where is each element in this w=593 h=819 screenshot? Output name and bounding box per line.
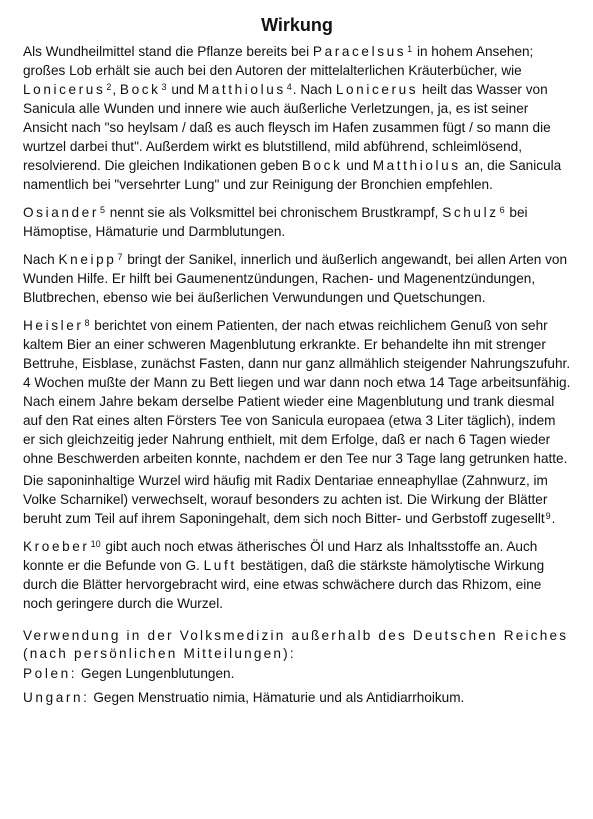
text: ,	[112, 82, 120, 97]
footnote-ref: 1	[407, 44, 413, 54]
text: an, die Sanicula namentlich bei "versehrter Lung" und zur Reinigung der Bronchien empfehlen.	[23, 158, 562, 192]
author-name: Lonicerus	[335, 82, 419, 97]
author-name: Luft	[203, 558, 237, 573]
author-name: Kneipp	[58, 252, 117, 267]
country-name: Ungarn:	[23, 690, 90, 705]
country-name: Polen:	[23, 666, 78, 681]
footnote-ref: 6	[499, 205, 505, 215]
usage-item-ungarn	[23, 688, 571, 707]
text: Die saponinhaltige Wurzel wird häufig mit Radix Dentariae enneaphyllae (Zahnwurz, im Volke Scharnikel) verwechselt, worauf besonders zu achten ist. Die Wirkung der Blätter beruht zum Teil auf ihrem Saponingehalt, dem sich noch Bitter- und Gerbstoff zugesellt	[23, 473, 548, 526]
author-name: Bock	[119, 82, 161, 97]
footnote-ref: 8	[84, 318, 90, 328]
text: in hohem Ansehen; großes Lob erhält sie auch bei den Autoren der mittelalterlichen Kräuterbücher, wie	[23, 44, 534, 78]
section-heading-usage: Verwendung in der Volksmedizin außerhalb des Deutschen Reiches (nach persönlichen Mitteilungen):	[23, 628, 569, 661]
author-name: Osiander	[23, 205, 99, 220]
author-name: Bock	[301, 158, 343, 173]
page-title: Wirkung	[261, 15, 333, 35]
text: bestätigen, daß die stärkste hämolytische Wirkung durch die Blätter hervorgebracht wird, eine etwas schwächere durch das Rhizom, eine noch geringere durch die Wurzel.	[23, 558, 545, 611]
footnote-ref: 2	[106, 82, 112, 92]
text: Als Wundheilmittel stand die Pflanze bereits bei	[23, 44, 313, 59]
text: bei Hämoptise, Hämaturie und Darmblutungen.	[23, 205, 528, 239]
author-name: Lonicerus	[23, 82, 106, 97]
text: heilt das Wasser von Sanicula alle Wunden und innere wie auch äußerliche Verletzungen, ja, es ist seiner Ansicht nach "so heylsam / daß es auch fleysch im Hafen zusammen fügt / so mann die wurtzel darbei thut". Außerdem wirkt es blutstillend, mild abführend, schleimlösend, resolvierend. Die gleichen Indikationen geben	[23, 82, 551, 173]
footnote-ref: 7	[117, 252, 123, 262]
text: bringt der Sanikel, innerlich und äußerlich angewandt, bei allen Arten von Wunden Hilfe. Er hilft bei Gaumenentzündungen, Rachen- und Magenentzündungen, Blutbrechen, ebenso wie bei äußerlichen Verwundungen und Quetschungen.	[23, 252, 568, 305]
footnote-ref: 9	[545, 511, 551, 521]
paragraph-kneipp	[23, 250, 571, 307]
text: berichtet von einem Patienten, der nach etwas reichlichem Genuß von sehr kaltem Bier an einer schweren Magenblutung erkrankte. Er behandelte ihn mit strenger Bettruhe, Eisblase, zunächst Fasten, dann nur ganz allmählich steigender Nahrungszufuhr. 4 Wochen mußte der Mann zu Bett liegen und war dann noch etwa 14 Tage arbeitsunfähig. Nach einem Jahre bekam derselbe Patient wieder eine Magenblutung und trank diesmal auf den Rat eines alten Försters Tee von Sanicula europaea (etwa 3 Liter täglich), indem er sich gleichzeitig jeder Nahrung enthielt, mit dem Erfolge, daß er nach 6 Tagen wieder ohne Beschwerden arbeiten konnte, nachdem er den Tee nur 3 Tage lang getrunken hatte.	[23, 318, 571, 466]
author-name: Matthiolus	[197, 82, 286, 97]
text: und	[342, 158, 373, 173]
author-name: Schulz	[442, 205, 499, 220]
usage-text: Gegen Menstruatio nimia, Hämaturie und als Antidiarrhoikum.	[89, 690, 465, 705]
paragraph-heisler	[23, 316, 571, 468]
author-name: Matthiolus	[372, 158, 461, 173]
paragraph-kroeber	[23, 537, 571, 613]
text: gibt auch noch etwas ätherisches Öl und Harz als Inhaltsstoffe an. Auch konnte er die Befunde von G.	[23, 539, 538, 573]
paragraph-paracelsus	[23, 42, 571, 194]
text: . Nach	[292, 82, 336, 97]
footnote-ref: 4	[286, 82, 292, 92]
text: und	[167, 82, 198, 97]
footnote-ref: 10	[90, 539, 101, 549]
paragraph-saponin	[23, 471, 571, 528]
footnote-ref: 3	[161, 82, 167, 92]
text: Nach	[23, 252, 59, 267]
author-name: Heisler	[23, 318, 84, 333]
text: nennt sie als Volksmittel bei chronischem Brustkrampf,	[105, 205, 443, 220]
usage-text: Gegen Lungenblutungen.	[77, 666, 235, 681]
author-name: Paracelsus	[312, 44, 407, 59]
footnote-ref: 5	[99, 205, 105, 215]
usage-item-polen	[23, 664, 571, 683]
text: .	[551, 511, 556, 526]
paragraph-osiander	[23, 203, 571, 241]
author-name: Kroeber	[23, 539, 90, 554]
